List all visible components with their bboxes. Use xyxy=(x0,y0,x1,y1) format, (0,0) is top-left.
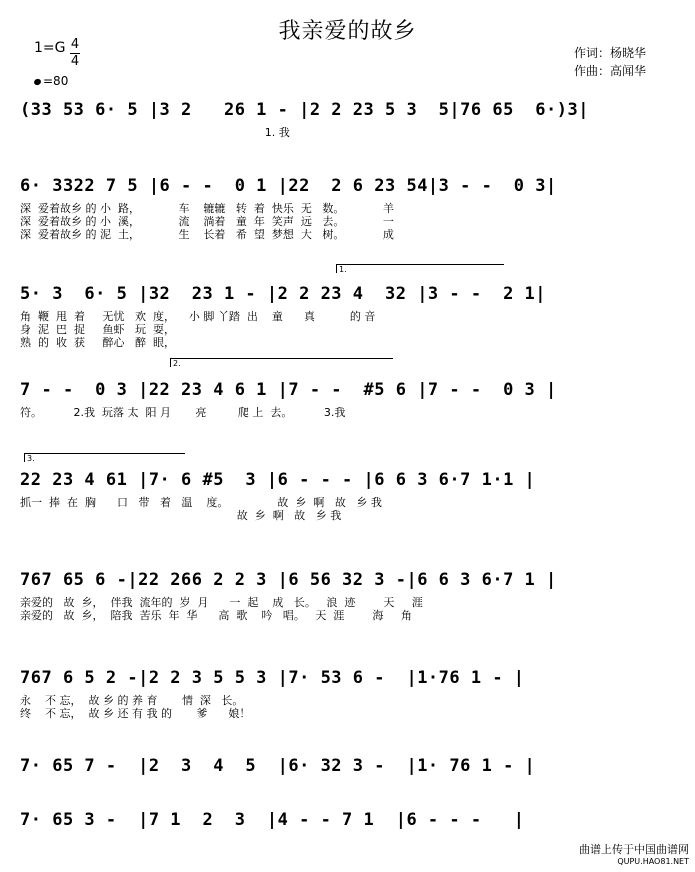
footer-watermark: 曲谱上传于中国曲谱网 QUPU.HAO81.NET xyxy=(579,843,689,866)
volta-bracket: 2. xyxy=(170,358,393,367)
tempo-marking: =80 xyxy=(34,74,68,88)
lyric-line: 深 爱着故乡 的 小 路， 车 辘辘 转 着 快乐 无 数。 羊 xyxy=(20,202,394,215)
note-line: 6· 3322 7 5 |6 - - 0 1 |22 2 6 23 54|3 - - 0 3| xyxy=(20,176,557,196)
lyric-line: 符。 2.我 玩落 太 阳 月 亮 爬 上 去。 3.我 xyxy=(20,406,346,419)
page-title: 我亲爱的故乡 xyxy=(278,19,417,44)
note-line: 767 6 5 2 -|2 2 3 5 5 3 |7· 53 6 - |1·76 1 - | xyxy=(20,668,525,688)
lyric-line: 1. 我 xyxy=(20,126,290,139)
lyric-line: 抓一 捧 在 胸 口 带 着 温 度。 故 乡 啊 故 乡 我 xyxy=(20,496,382,509)
lyric-line: 亲爱的 故 乡， 陪我 苦乐 年 华 高 歌 吟 唱。 天 涯 海 角 xyxy=(20,609,412,622)
quarter-note-icon xyxy=(33,78,42,86)
key-signature: 1=G xyxy=(34,40,66,56)
note-line: 767 65 6 -|22 266 2 2 3 |6 56 32 3 -|6 6 3 6·7 1 | xyxy=(20,570,557,590)
lyric-line: 亲爱的 故 乡， 伴我 流年的 岁 月 一 起 成 长。 浪 迹 天 涯 xyxy=(20,596,423,609)
note-line: 7 - - 0 3 |22 23 4 6 1 |7 - - #5 6 |7 - - 0 3 | xyxy=(20,380,557,400)
lyric-line: 故 乡 啊 故 乡 我 xyxy=(20,509,342,522)
lyric-line: 深 爱着故乡 的 泥 土， 生 长着 希 望 梦想 大 树。 成 xyxy=(20,228,394,241)
note-line: (33 53 6· 5 |3 2 26 1 - |2 2 23 5 3 5|76 65 6·)3| xyxy=(20,100,589,120)
volta-bracket: 3. xyxy=(24,453,185,462)
note-line: 7· 65 3 - |7 1 2 3 |4 - - 7 1 |6 - - - | xyxy=(20,810,525,830)
time-signature-top: 4 xyxy=(70,37,80,52)
time-signature xyxy=(68,38,82,69)
lyric-line: 身 泥 巴 捉 鱼虾 玩 耍， xyxy=(20,323,175,336)
time-signature-bottom: 4 xyxy=(70,54,80,69)
note-line: 22 23 4 61 |7· 6 #5 3 |6 - - - |6 6 3 6·7 1·1 | xyxy=(20,470,536,490)
volta-bracket: 1. xyxy=(336,264,504,273)
composer-credit: 作曲：高闻华 xyxy=(574,64,647,78)
note-line: 7· 65 7 - |2 3 4 5 |6· 32 3 - |1· 76 1 - | xyxy=(20,756,536,776)
lyricist-credit: 作词：杨晓华 xyxy=(574,46,647,60)
lyric-line: 角 鞭 甩 着 无忧 欢 度， 小 脚 丫踏 出 童 真 的 音 xyxy=(20,310,376,323)
lyric-line: 熟 的 收 获 醉心 醉 眼， xyxy=(20,336,175,349)
lyric-line: 终 不 忘， 故 乡 还 有 我 的 爹 娘！ xyxy=(20,707,251,720)
note-line: 5· 3 6· 5 |32 23 1 - |2 2 23 4 32 |3 - - 2 1| xyxy=(20,284,547,304)
lyric-line: 深 爱着故乡 的 小 溪， 流 淌着 童 年 笑声 远 去。 一 xyxy=(20,215,394,228)
lyric-line: 永 不 忘， 故 乡 的 养 育 情 深 长。 xyxy=(20,694,244,707)
